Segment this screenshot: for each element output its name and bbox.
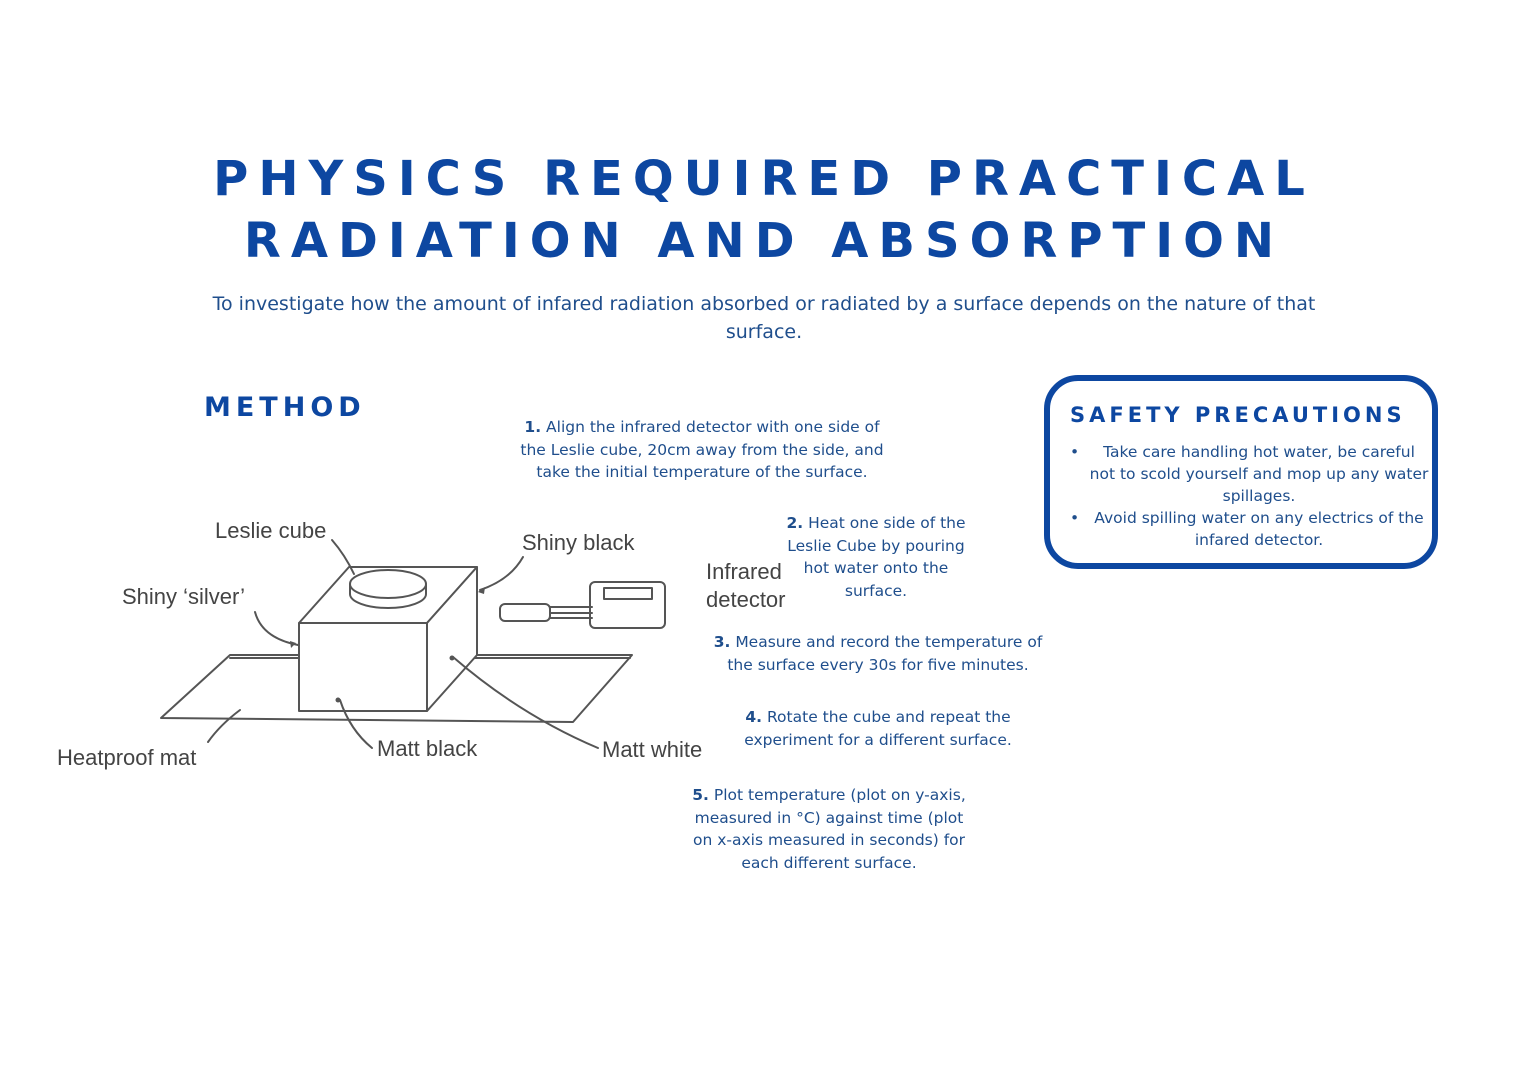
step-number: 3. <box>713 633 731 651</box>
step-text: Heat one side of the Leslie Cube by pouring hot water onto the surface. <box>787 514 966 600</box>
safety-heading: SAFETY PRECAUTIONS <box>1070 403 1406 427</box>
label-infrared: Infrared <box>706 559 782 584</box>
leslie-cube-diagram <box>50 505 786 790</box>
method-heading: METHOD <box>204 392 366 423</box>
title-line-2: RADIATION AND ABSORPTION <box>243 213 1285 269</box>
label-detector: detector <box>706 587 786 612</box>
method-step-4 <box>736 706 1020 751</box>
label-matt-black: Matt black <box>377 736 478 761</box>
method-step-1 <box>514 416 890 484</box>
method-step-5 <box>684 784 974 874</box>
label-leslie-cube: Leslie cube <box>215 518 327 543</box>
label-shiny-silver: Shiny ‘silver’ <box>122 584 246 609</box>
aim-text: To investigate how the amount of infared radiation absorbed or radiated by a surface depends on the nature of that surface. <box>212 293 1316 343</box>
step-text: Measure and record the temperature of the surface every 30s for five minutes. <box>727 633 1043 674</box>
step-number: 1. <box>524 418 542 436</box>
step-text: Plot temperature (plot on y-axis, measured in °C) against time (plot on x-axis measured in seconds) for each different surface. <box>692 786 966 872</box>
safety-list <box>1070 441 1430 551</box>
method-step-3 <box>712 631 1044 676</box>
safety-item: • Take care handling hot water, be careful not to scold yourself and mop up any water spillages. <box>1070 441 1430 507</box>
step-text: Align the infrared detector with one side of the Leslie cube, 20cm away from the side, and take the initial temperature of the surface. <box>520 418 884 481</box>
step-text: Rotate the cube and repeat the experiment for a different surface. <box>744 708 1012 749</box>
label-matt-white: Matt white <box>602 737 703 762</box>
method-step-2 <box>780 512 972 602</box>
safety-item: • Avoid spilling water on any electrics of the infared detector. <box>1070 507 1430 551</box>
label-heatproof-mat: Heatproof mat <box>57 745 197 770</box>
step-number: 5. <box>692 786 709 804</box>
step-number: 2. <box>786 514 804 532</box>
safety-precautions-box <box>1044 375 1438 569</box>
cube-front-face <box>299 623 427 711</box>
infrared-detector-shape <box>500 582 665 628</box>
page-title <box>0 148 1528 272</box>
title-line-1: PHYSICS REQUIRED PRACTICAL <box>213 151 1315 207</box>
step-number: 4. <box>745 708 763 726</box>
label-shiny-black: Shiny black <box>522 530 635 555</box>
